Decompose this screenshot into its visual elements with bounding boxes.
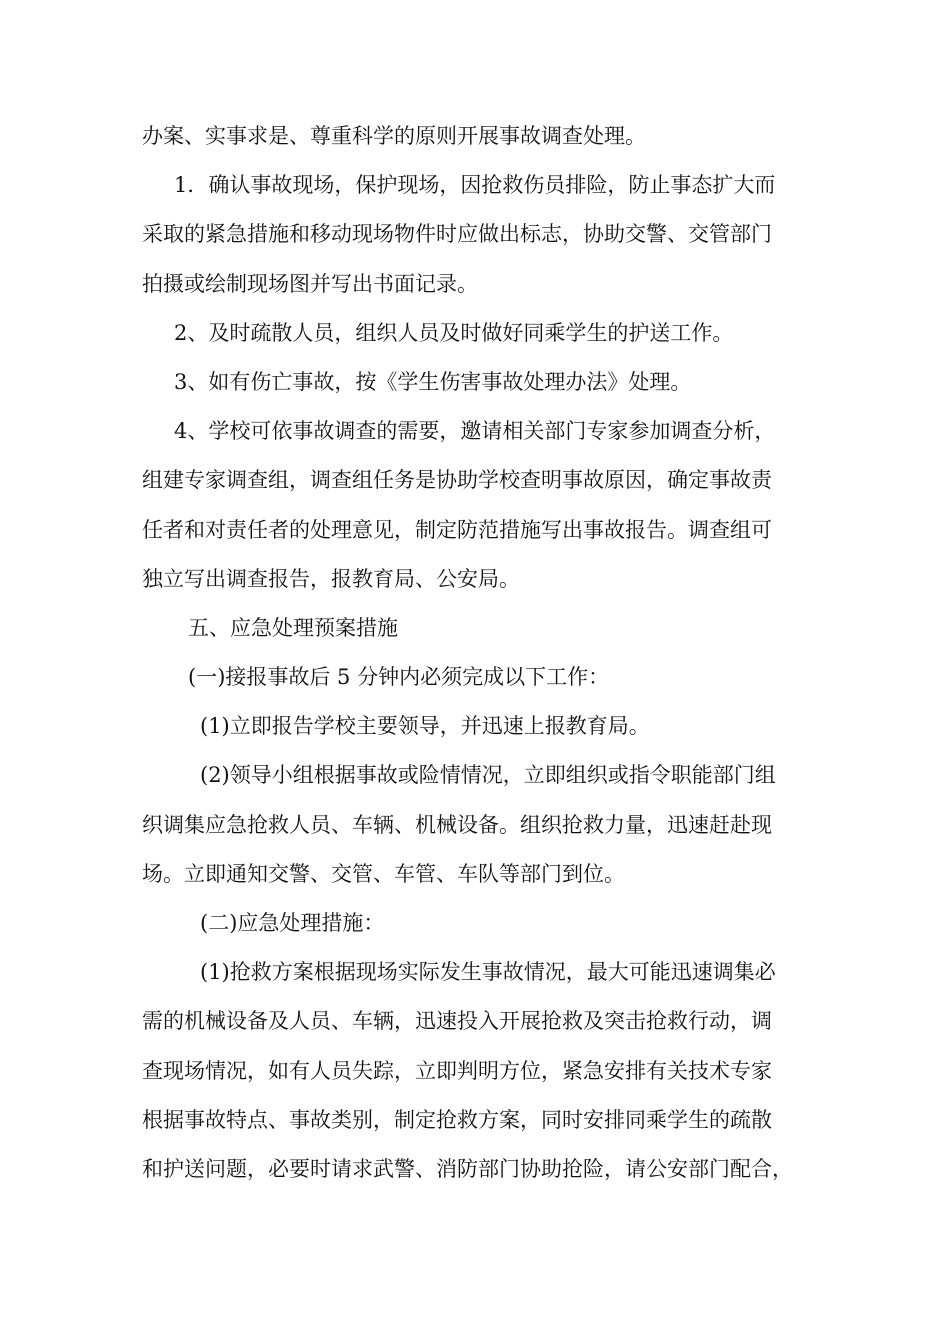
section-heading: 五、应急处理预案措施 bbox=[188, 615, 398, 640]
text-line: 根据事故特点、事故类别，制定抢救方案，同时安排同乘学生的疏散 bbox=[142, 1107, 772, 1132]
text-line: 4、学校可依事故调查的需要，邀请相关部门专家参加调查分析， bbox=[174, 419, 776, 444]
text-line: (1)抢救方案根据现场实际发生事故情况，最大可能迅速调集必 bbox=[200, 960, 776, 985]
text-line: 3、如有伤亡事故，按《学生伤害事故处理办法》处理。 bbox=[174, 369, 692, 394]
text-line: (一)接报事故后 5 分钟内必须完成以下工作： bbox=[188, 665, 610, 690]
document-body bbox=[142, 112, 810, 1194]
text-line: 场。立即通知交警、交管、车管、车队等部门到位。 bbox=[142, 861, 625, 886]
text-line: 查现场情况，如有人员失踪，立即判明方位，紧急安排有关技术专家 bbox=[142, 1058, 772, 1083]
text-line: 组建专家调查组，调查组任务是协助学校查明事故原因，确定事故责 bbox=[142, 468, 772, 493]
text-line: 任者和对责任者的处理意见，制定防范措施写出事故报告。调查组可 bbox=[142, 517, 772, 542]
text-line: 2、及时疏散人员，组织人员及时做好同乘学生的护送工作。 bbox=[174, 320, 734, 345]
text-line: 拍摄或绘制现场图并写出书面记录。 bbox=[142, 271, 478, 296]
text-line: (1)立即报告学校主要领导，并迅速上报教育局。 bbox=[200, 714, 650, 739]
text-line: 1．确认事故现场，保护现场，因抢救伤员排险，防止事态扩大而 bbox=[174, 173, 776, 198]
text-line: 需的机械设备及人员、车辆，迅速投入开展抢救及突击抢救行动，调 bbox=[142, 1009, 772, 1034]
text-line: 独立写出调查报告，报教育局、公安局。 bbox=[142, 566, 520, 591]
text-line: 采取的紧急措施和移动现场物件时应做出标志，协助交警、交管部门 bbox=[142, 222, 772, 247]
text-line: (二)应急处理措施： bbox=[200, 911, 385, 935]
text-line: 办案、实事求是、尊重科学的原则开展事故调查处理。 bbox=[142, 124, 646, 148]
text-line: 和护送问题，必要时请求武警、消防部门协助抢险，请公安部门配合， bbox=[142, 1156, 793, 1181]
text-line: 织调集应急抢救人员、车辆、机械设备。组织抢救力量，迅速赶赴现 bbox=[142, 812, 772, 837]
text-line: (2)领导小组根据事故或险情情况，立即组织或指令职能部门组 bbox=[200, 763, 776, 788]
